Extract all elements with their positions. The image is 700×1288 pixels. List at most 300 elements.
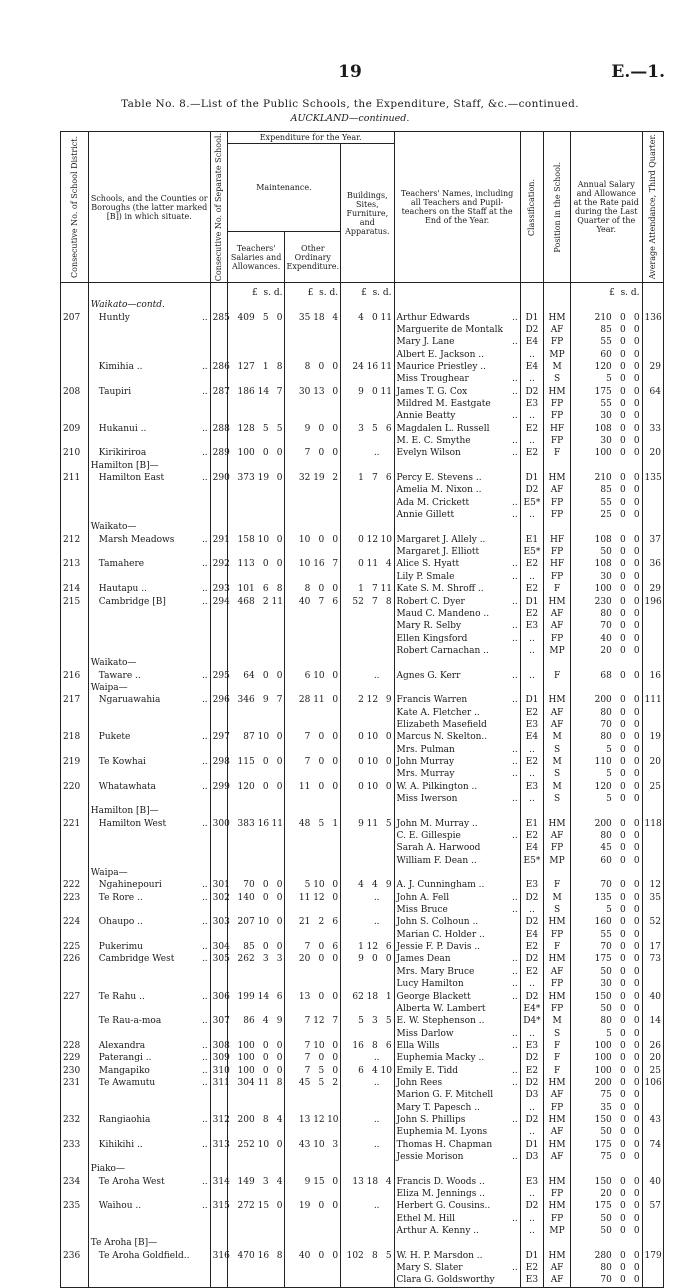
amount-shillings: 0 [262, 880, 269, 891]
position: FP [550, 633, 564, 644]
position: AF [550, 1151, 564, 1162]
classification: .. [529, 1189, 535, 1200]
amount-shillings: 11 [366, 818, 379, 829]
teacher-name: Miss Iwerson [396, 794, 458, 805]
amount-pounds: 128 [237, 423, 255, 434]
teacher-name: Annie Gillett [396, 510, 455, 521]
classification: D1 [525, 312, 539, 323]
amount-pounds: 135 [594, 892, 612, 903]
amount-pounds: 101 [237, 584, 255, 595]
classification: E4* [523, 1003, 541, 1014]
position: F [553, 880, 561, 891]
amount-pence: 0 [332, 386, 339, 397]
position: HM [548, 954, 566, 965]
school-name: Kihikihi .. [98, 1139, 143, 1150]
amount-pence: 7 [276, 386, 283, 397]
amount-shillings: 5 [318, 1077, 325, 1088]
leader-dots: .. [201, 756, 208, 767]
amount-pounds: 45 [600, 843, 612, 854]
amount-pence: 0 [332, 1250, 339, 1261]
amount-shillings: 0 [619, 485, 626, 496]
school-number: 314 [212, 1176, 230, 1187]
classification: D3 [525, 1090, 539, 1101]
teacher-name: Miss Darlow [396, 1028, 454, 1039]
amount-shillings: 0 [619, 769, 626, 780]
teacher-name: Ella Wills [396, 1040, 440, 1051]
amount-pounds: 11 [298, 892, 311, 903]
position: HM [548, 991, 566, 1002]
teacher-name: Mrs. Pulman [396, 744, 455, 755]
amount-pounds: 9 [358, 954, 364, 965]
school-number: 302 [212, 892, 230, 903]
position: MP [549, 645, 565, 656]
teacher-name: James T. G. Cox [396, 386, 468, 397]
position: AF [550, 1275, 564, 1286]
table-row [61, 1065, 664, 1077]
average-attendance: 29 [649, 361, 661, 372]
leader-dots: .. [201, 596, 208, 607]
leader-dots: .. [201, 892, 208, 903]
amount-pence: 0 [633, 979, 640, 990]
amount-pence: 0 [633, 312, 640, 323]
header-maintenance: Maintenance. [227, 144, 340, 232]
classification: E3 [525, 1040, 539, 1051]
amount-pence: 0 [633, 855, 640, 866]
position: HM [548, 386, 566, 397]
table-row [61, 410, 664, 422]
amount-pence: 0 [276, 1065, 283, 1076]
amount-pounds: 120 [594, 361, 612, 372]
position: S [553, 1028, 561, 1039]
table-row [61, 1114, 664, 1126]
table-row [61, 916, 664, 928]
position: M [552, 756, 562, 767]
amount-pounds: 43 [298, 1139, 311, 1150]
school-name: Rangiaohia [98, 1114, 151, 1125]
school-name: Waihou .. [98, 1201, 142, 1212]
average-attendance: 20 [649, 448, 661, 459]
district-number: 220 [63, 781, 81, 792]
amount-shillings: 7 [318, 596, 325, 607]
amount-shillings: 0 [318, 991, 325, 1002]
amount-shillings: 13 [313, 386, 325, 397]
header-schools: Schools, and the Counties or Boroughs (the latter marked [B]) in which situate. [88, 132, 210, 283]
table-row [61, 781, 664, 793]
amount-pence: 0 [633, 707, 640, 718]
amount-shillings: 0 [318, 954, 325, 965]
amount-shillings: 0 [619, 608, 626, 619]
classification: D3 [525, 1151, 539, 1162]
school-number: 315 [212, 1201, 230, 1212]
school-name: Cambridge West [98, 954, 175, 965]
table-row [61, 1040, 664, 1052]
amount-pence: 1 [385, 991, 392, 1002]
amount-pence: 8 [276, 1077, 283, 1088]
amount-shillings: 0 [619, 337, 626, 348]
position: HM [548, 312, 566, 323]
amount-pounds: 30 [600, 411, 612, 422]
amount-shillings: 0 [318, 584, 325, 595]
classification: E4 [525, 361, 539, 372]
amount-pence: 0 [633, 1090, 640, 1101]
amount-pounds: 100 [594, 1040, 612, 1051]
amount-pounds: 175 [594, 1139, 612, 1150]
position: FP [550, 436, 564, 447]
amount-pence: 5 [276, 423, 283, 434]
amount-pence: 0 [276, 448, 283, 459]
unit-pence: d. [382, 288, 392, 299]
amount-pounds: 20 [298, 954, 311, 965]
position: FP [550, 547, 564, 558]
amount-pence: 0 [633, 1003, 640, 1014]
district-number: 208 [63, 386, 81, 397]
amount-pounds: 108 [594, 559, 612, 570]
amount-pounds: 50 [600, 1226, 612, 1237]
leader-dots: .. [511, 794, 518, 805]
amount-shillings: 0 [262, 559, 269, 570]
table-row [61, 435, 664, 447]
school-number: 297 [212, 732, 230, 743]
classification: E3 [525, 1275, 539, 1286]
school-name: Ngaruawahia [98, 695, 161, 706]
table-row [61, 818, 664, 830]
amount-pounds: 0 [358, 781, 364, 792]
header-salaries: Teachers' Salaries and Allowances. [227, 232, 285, 283]
average-attendance: 14 [649, 1016, 661, 1027]
average-attendance: 64 [649, 386, 661, 397]
leader-dots: .. [201, 534, 208, 545]
amount-pounds: 0 [358, 732, 364, 743]
amount-pence: 0 [633, 436, 640, 447]
table-row [61, 731, 664, 743]
amount-shillings: 3 [371, 1016, 378, 1027]
amount-pounds: 30 [600, 979, 612, 990]
amount-shillings: 0 [619, 1139, 626, 1150]
average-attendance: 19 [649, 732, 661, 743]
amount-pounds: 10 [298, 534, 311, 545]
amount-shillings: 18 [366, 991, 379, 1002]
amount-pounds: 55 [600, 497, 612, 508]
position: AF [550, 608, 564, 619]
classification: .. [529, 794, 535, 805]
school-number: 296 [212, 695, 230, 706]
amount-pounds: 7 [304, 756, 311, 767]
amount-shillings: 0 [371, 386, 378, 397]
amount-pounds: 100 [237, 1053, 255, 1064]
teacher-name: John Murray [396, 756, 455, 767]
leader-dots: .. [201, 670, 208, 681]
amount-shillings: 0 [619, 929, 626, 940]
classification: .. [529, 349, 535, 360]
classification: .. [529, 1102, 535, 1113]
amount-pence: 0 [633, 954, 640, 965]
table-row [61, 694, 664, 706]
amount-shillings: 10 [313, 1040, 325, 1051]
classification: .. [529, 744, 535, 755]
school-name: Mangapiko [98, 1065, 150, 1076]
school-name: Kimihia .. [98, 361, 143, 372]
amount-pounds: 8 [304, 361, 311, 372]
average-attendance: 111 [644, 695, 662, 706]
amount-pounds: 55 [600, 337, 612, 348]
amount-shillings: 0 [619, 349, 626, 360]
amount-pence: 6 [385, 942, 392, 953]
table-row [61, 633, 664, 645]
amount-pounds: 150 [594, 1176, 612, 1187]
district-number: 225 [63, 942, 81, 953]
amount-pounds: 0 [358, 756, 364, 767]
teacher-name: Margaret J. Elliott [396, 547, 480, 558]
amount-pence: 0 [332, 584, 339, 595]
amount-pounds: 7 [304, 732, 311, 743]
amount-pence: 0 [633, 571, 640, 582]
classification: D1 [525, 596, 539, 607]
amount-shillings: 0 [318, 361, 325, 372]
classification: .. [529, 633, 535, 644]
table-row [61, 1188, 664, 1200]
amount-pounds: 68 [600, 670, 612, 681]
amount-pence: 0 [633, 818, 640, 829]
teacher-name: Ada M. Crickett [396, 497, 470, 508]
school-name: Te Rore .. [98, 892, 143, 903]
average-attendance: 16 [649, 670, 661, 681]
amount-shillings: 3 [262, 954, 269, 965]
teacher-name: Maurice Priestley .. [396, 361, 487, 372]
amount-shillings: 0 [619, 621, 626, 632]
district-number: 214 [63, 584, 81, 595]
amount-pounds: 40 [298, 1250, 311, 1261]
school-name: Te Rau-a-moa [98, 1016, 162, 1027]
amount-shillings: 0 [619, 1275, 626, 1286]
amount-shillings: 0 [619, 633, 626, 644]
amount-pounds: 108 [594, 423, 612, 434]
classification: E1 [525, 818, 539, 829]
teacher-name: Euphemia M. Lyons [396, 1127, 488, 1138]
amount-pence: 11 [271, 818, 283, 829]
classification: E2 [525, 559, 539, 570]
school-number: 289 [212, 448, 230, 459]
teacher-name: Albert E. Jackson .. [396, 349, 484, 360]
school-name: Te Aroha West [98, 1176, 165, 1187]
teacher-name: Marcus N. Skelton.. [396, 732, 488, 743]
table-row [61, 349, 664, 361]
district-number: 232 [63, 1114, 81, 1125]
amount-pounds: 70 [243, 880, 255, 891]
amount-none: .. [373, 1139, 380, 1150]
teacher-name: Lily P. Smale [396, 571, 455, 582]
classification: E2 [525, 448, 539, 459]
amount-shillings: 12 [313, 892, 325, 903]
teacher-name: Sarah A. Harwood [396, 843, 481, 854]
county-heading: Hamilton [B]— [90, 460, 159, 471]
amount-pence: 0 [633, 1065, 640, 1076]
teacher-name: Mildred M. Eastgate [396, 399, 491, 410]
average-attendance: 36 [649, 559, 661, 570]
amount-shillings: 11 [366, 559, 379, 570]
header-district-no: Consecutive No. of School District. [61, 132, 89, 283]
table-row [61, 1052, 664, 1064]
classification: D4* [523, 1016, 541, 1027]
table-row [61, 1200, 664, 1212]
teacher-name: George Blackett [396, 991, 471, 1002]
amount-pence: 0 [633, 1213, 640, 1224]
district-number: 218 [63, 732, 81, 743]
position: AF [550, 719, 564, 730]
teacher-name: Mrs. Murray [396, 769, 455, 780]
table-row [61, 546, 664, 558]
school-name: Marsh Meadows [98, 534, 175, 545]
teacher-name: W. H. P. Marsdon .. [396, 1250, 483, 1261]
unit-pound: £ [307, 288, 314, 299]
school-name: Whatawhata [98, 781, 157, 792]
amount-pounds: 186 [237, 386, 255, 397]
amount-pounds: 85 [600, 485, 612, 496]
position: AF [550, 707, 564, 718]
school-number: 312 [212, 1114, 230, 1125]
amount-shillings: 0 [619, 892, 626, 903]
leader-dots: .. [511, 411, 518, 422]
amount-pence: 11 [380, 386, 392, 397]
average-attendance: 57 [649, 1201, 661, 1212]
table-row [61, 867, 664, 879]
table-row [61, 805, 664, 817]
amount-pounds: 7 [304, 1065, 311, 1076]
amount-pence: 5 [385, 818, 392, 829]
amount-pence: 0 [633, 608, 640, 619]
leader-dots: .. [201, 1065, 208, 1076]
position: S [553, 794, 561, 805]
teacher-name: Herbert G. Cousins.. [396, 1201, 491, 1212]
teacher-name: Eliza M. Jennings .. [396, 1189, 485, 1200]
leader-dots: .. [201, 991, 208, 1002]
school-name: Hukanui .. [98, 423, 147, 434]
position: M [552, 892, 562, 903]
amount-pence: 9 [385, 880, 392, 891]
amount-pence: 7 [332, 1016, 339, 1027]
amount-pence: 0 [633, 1151, 640, 1162]
classification: E4 [525, 732, 539, 743]
amount-pounds: 100 [594, 1065, 612, 1076]
teacher-name: Mary T. Papesch .. [396, 1102, 480, 1113]
amount-shillings: 10 [313, 880, 325, 891]
table-body [61, 283, 664, 1288]
table-row [61, 1102, 664, 1114]
classification: E2 [525, 966, 539, 977]
teacher-name: Percy E. Stevens .. [396, 473, 482, 484]
amount-pounds: 200 [237, 1114, 255, 1125]
amount-pence: 0 [276, 670, 283, 681]
amount-pounds: 280 [594, 1250, 612, 1261]
classification: E2 [525, 608, 539, 619]
average-attendance: 35 [649, 892, 661, 903]
amount-pence: 4 [276, 1176, 283, 1187]
amount-pence: 11 [380, 312, 392, 323]
amount-shillings: 5 [262, 423, 269, 434]
table-row [61, 1003, 664, 1015]
classification: .. [529, 411, 535, 422]
position: FP [550, 1213, 564, 1224]
teacher-name: John M. Murray .. [396, 818, 478, 829]
amount-pounds: 409 [237, 312, 255, 323]
amount-shillings: 0 [619, 547, 626, 558]
amount-pounds: 80 [600, 732, 612, 743]
amount-pounds: 470 [237, 1250, 255, 1261]
amount-shillings: 0 [619, 559, 626, 570]
amount-pounds: 13 [298, 1114, 311, 1125]
table-row [61, 423, 664, 435]
leader-dots: .. [511, 571, 518, 582]
school-number: 303 [212, 917, 230, 928]
county-heading: Piako— [90, 1164, 125, 1175]
amount-pounds: 1 [358, 942, 364, 953]
classification: .. [529, 670, 535, 681]
school-name: Te Aroha Goldfield.. [98, 1250, 190, 1261]
classification: D2 [525, 386, 539, 397]
amount-pence: 0 [633, 374, 640, 385]
amount-pence: 0 [633, 1275, 640, 1286]
amount-shillings: 0 [619, 855, 626, 866]
table-row [61, 1176, 664, 1188]
amount-shillings: 0 [619, 1114, 626, 1125]
unit-pence: d. [630, 288, 640, 299]
header-classification: Classification. [520, 132, 544, 283]
teacher-name: Alberta W. Lambert [396, 1003, 486, 1014]
amount-pounds: 9 [358, 818, 364, 829]
amount-shillings: 0 [619, 448, 626, 459]
amount-pence: 0 [276, 1139, 283, 1150]
school-number: 295 [212, 670, 230, 681]
amount-pence: 0 [332, 670, 339, 681]
amount-shillings: 0 [262, 756, 269, 767]
average-attendance: 73 [649, 954, 661, 965]
school-number: 294 [212, 596, 230, 607]
amount-pence: 0 [633, 1077, 640, 1088]
amount-pounds: 5 [606, 1028, 612, 1039]
district-number: 210 [63, 448, 81, 459]
amount-shillings: 8 [371, 1250, 378, 1261]
district-number: 236 [63, 1250, 81, 1261]
amount-shillings: 18 [366, 1176, 379, 1187]
table-row [61, 645, 664, 657]
amount-pence: 0 [633, 991, 640, 1002]
amount-pounds: 50 [600, 547, 612, 558]
leader-dots: .. [511, 1028, 518, 1039]
amount-pence: 0 [276, 1201, 283, 1212]
amount-pounds: 304 [237, 1077, 255, 1088]
unit-pence: d. [329, 288, 339, 299]
header-expenditure: Expenditure for the Year. [227, 132, 394, 144]
amount-pence: 0 [633, 324, 640, 335]
amount-pounds: 16 [352, 1040, 364, 1051]
amount-pence: 0 [276, 880, 283, 891]
amount-pence: 7 [276, 695, 283, 706]
amount-pence: 0 [633, 411, 640, 422]
position: MP [549, 1226, 565, 1237]
classification: D1 [525, 1139, 539, 1150]
position: FP [550, 497, 564, 508]
amount-pounds: 120 [594, 781, 612, 792]
amount-pounds: 230 [594, 596, 612, 607]
school-number: 288 [212, 423, 230, 434]
amount-pounds: 150 [594, 991, 612, 1002]
amount-shillings: 0 [619, 571, 626, 582]
amount-pounds: 70 [600, 942, 612, 953]
position: AF [550, 1090, 564, 1101]
position: AF [550, 831, 564, 842]
amount-shillings: 0 [619, 1077, 626, 1088]
amount-shillings: 10 [366, 781, 379, 792]
district-number: 207 [63, 312, 81, 323]
